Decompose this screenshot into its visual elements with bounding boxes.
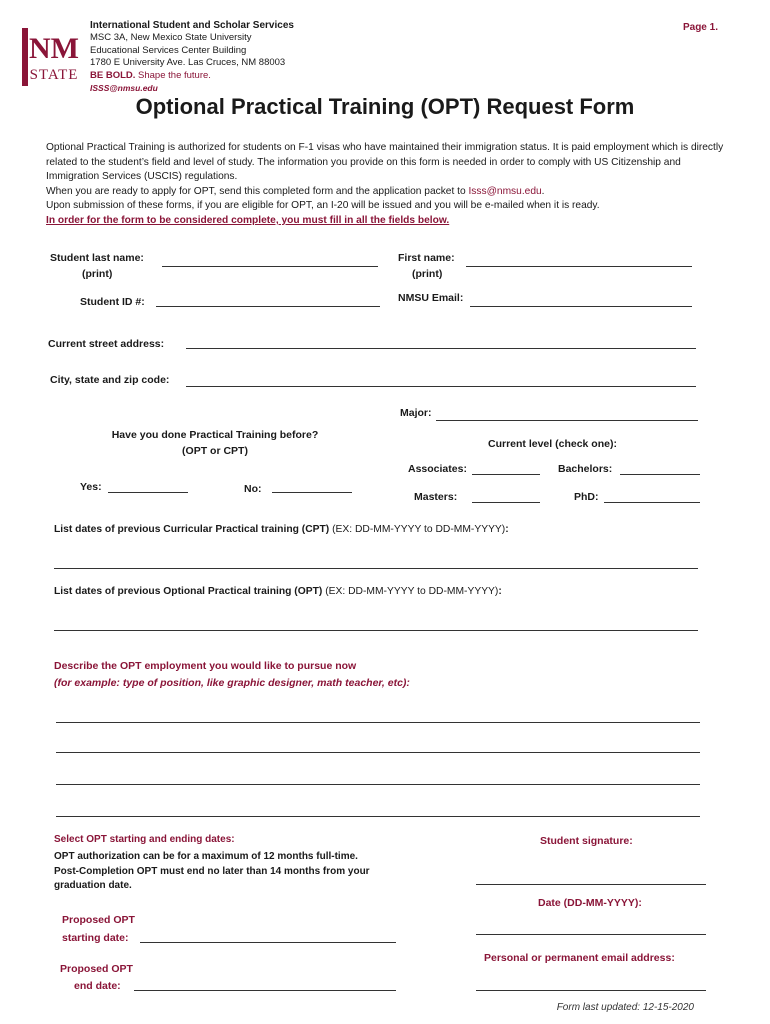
bachelors-field[interactable] — [620, 474, 700, 475]
date-label: Date (DD-MM-YYYY): — [538, 897, 642, 909]
address-line-2: Educational Services Center Building — [90, 44, 247, 56]
org-name: International Student and Scholar Services — [90, 20, 294, 31]
logo-state: STATE — [29, 67, 79, 83]
associates-field[interactable] — [472, 474, 540, 475]
associates-label: Associates: — [408, 463, 467, 475]
major-label: Major: — [400, 407, 432, 419]
cpt-format-text: (EX: DD-MM-YYYY to DD-MM-YYYY) — [329, 524, 506, 535]
form-title: Optional Practical Training (OPT) Request Form — [135, 94, 635, 119]
describe-line-2[interactable] — [56, 752, 700, 753]
opt-format-text: (EX: DD-MM-YYYY to DD-MM-YYYY) — [322, 586, 499, 597]
isss-email-link[interactable]: Isss@nmsu.edu — [468, 185, 542, 197]
post-completion-note: Post-Completion OPT must end no later than 14 months from your graduation date. — [54, 865, 370, 891]
describe-label: Describe the OPT employment you would like to pursue now — [54, 660, 357, 672]
first-name-field[interactable] — [466, 266, 692, 267]
street-address-label: Current street address: — [48, 338, 165, 350]
intro-text — [46, 141, 736, 229]
no-label: No: — [244, 483, 262, 495]
opt-colon: : — [498, 586, 502, 597]
major-field[interactable] — [436, 420, 698, 421]
nmsu-email-field[interactable] — [470, 306, 692, 307]
signature-field[interactable] — [476, 884, 706, 885]
street-address-field[interactable] — [186, 348, 696, 349]
pt-before-label: Have you done Practical Training before? — [111, 429, 319, 441]
describe-line-4[interactable] — [56, 816, 700, 817]
cpt-colon: : — [505, 524, 509, 535]
describe-line-1[interactable] — [56, 722, 700, 723]
date-field[interactable] — [476, 934, 706, 935]
cpt-dates-label — [54, 524, 509, 535]
student-id-field[interactable] — [156, 306, 380, 307]
last-name-field[interactable] — [162, 266, 378, 267]
cpt-dates-field[interactable] — [54, 568, 698, 569]
logo-nm: NM — [29, 32, 79, 65]
opt-dates-text: List dates of previous Optional Practical training (OPT) — [54, 586, 323, 597]
starting-date-label: starting date: — [62, 932, 129, 944]
current-level-label: Current level (check one): — [488, 438, 617, 450]
last-name-label: Student last name: — [50, 252, 144, 264]
opt-dates-field[interactable] — [54, 630, 698, 631]
intro-p1: Optional Practical Training is authorized for students on F-1 visas who have maintained their immigration status. It is paid employment which is directly related to the student’s field and level of study. The information you provide on this form is needed in order to comply with US Citizenship and Immigration Services (USCIS) regulations. — [46, 142, 724, 183]
first-name-label: First name: — [398, 252, 455, 264]
org-block — [90, 20, 294, 94]
bachelors-label: Bachelors: — [558, 463, 613, 475]
pt-types-label: (OPT or CPT) — [182, 445, 248, 457]
signature-label: Student signature: — [540, 835, 633, 847]
required-notice: In order for the form to be considered complete, you must fill in all the fields below. — [46, 214, 450, 226]
tagline — [90, 70, 294, 82]
intro-p2-end: . — [541, 185, 545, 197]
personal-email-label: Personal or permanent email address: — [484, 952, 675, 964]
phd-label: PhD: — [574, 491, 599, 503]
form-last-updated: Form last updated: 12-15-2020 — [556, 1002, 694, 1013]
yes-label: Yes: — [80, 481, 102, 493]
tagline-text: Shape the future. — [138, 69, 211, 81]
address-line-3: 1780 E University Ave. Las Cruces, NM 88003 — [90, 57, 286, 69]
intro-p2-text: When you are ready to apply for OPT, send this completed form and the application packet to — [46, 185, 469, 197]
address-line-1: MSC 3A, New Mexico State University — [90, 32, 252, 44]
end-date-field[interactable] — [134, 990, 396, 991]
describe-line-3[interactable] — [56, 784, 700, 785]
proposed-start-label: Proposed OPT — [62, 914, 135, 926]
tagline-bold: BE BOLD. — [90, 69, 136, 81]
describe-example-label: (for example: type of position, like graphic designer, math teacher, etc): — [54, 677, 410, 689]
page-number: Page 1. — [682, 22, 718, 33]
max-duration-note: OPT authorization can be for a maximum of 12 months full-time. — [54, 851, 358, 862]
city-state-zip-field[interactable] — [186, 386, 696, 387]
yes-field[interactable] — [108, 492, 188, 493]
city-state-zip-label: City, state and zip code: — [50, 374, 170, 386]
phd-field[interactable] — [604, 502, 700, 503]
select-dates-label: Select OPT starting and ending dates: — [54, 834, 235, 845]
proposed-end-label: Proposed OPT — [60, 963, 133, 975]
nmsu-email-label: NMSU Email: — [398, 292, 464, 304]
masters-label: Masters: — [414, 491, 458, 503]
cpt-dates-text: List dates of previous Curricular Practical training (CPT) — [54, 524, 330, 535]
personal-email-field[interactable] — [476, 990, 706, 991]
intro-p3: Upon submission of these forms, if you are eligible for OPT, an I-20 will be issued and you will be e-mailed when it is ready. — [46, 200, 600, 212]
student-id-label: Student ID #: — [80, 296, 145, 308]
nmsu-logo — [22, 24, 86, 90]
first-name-print-label: (print) — [412, 268, 443, 280]
starting-date-field[interactable] — [140, 942, 396, 943]
intro-p2 — [46, 185, 736, 200]
opt-dates-label — [54, 586, 502, 597]
no-field[interactable] — [272, 492, 352, 493]
end-date-label: end date: — [74, 980, 121, 992]
opt-notes — [54, 850, 424, 894]
masters-field[interactable] — [472, 502, 540, 503]
org-email[interactable]: ISSS@nmsu.edu — [90, 83, 158, 94]
last-name-print-label: (print) — [82, 268, 113, 280]
